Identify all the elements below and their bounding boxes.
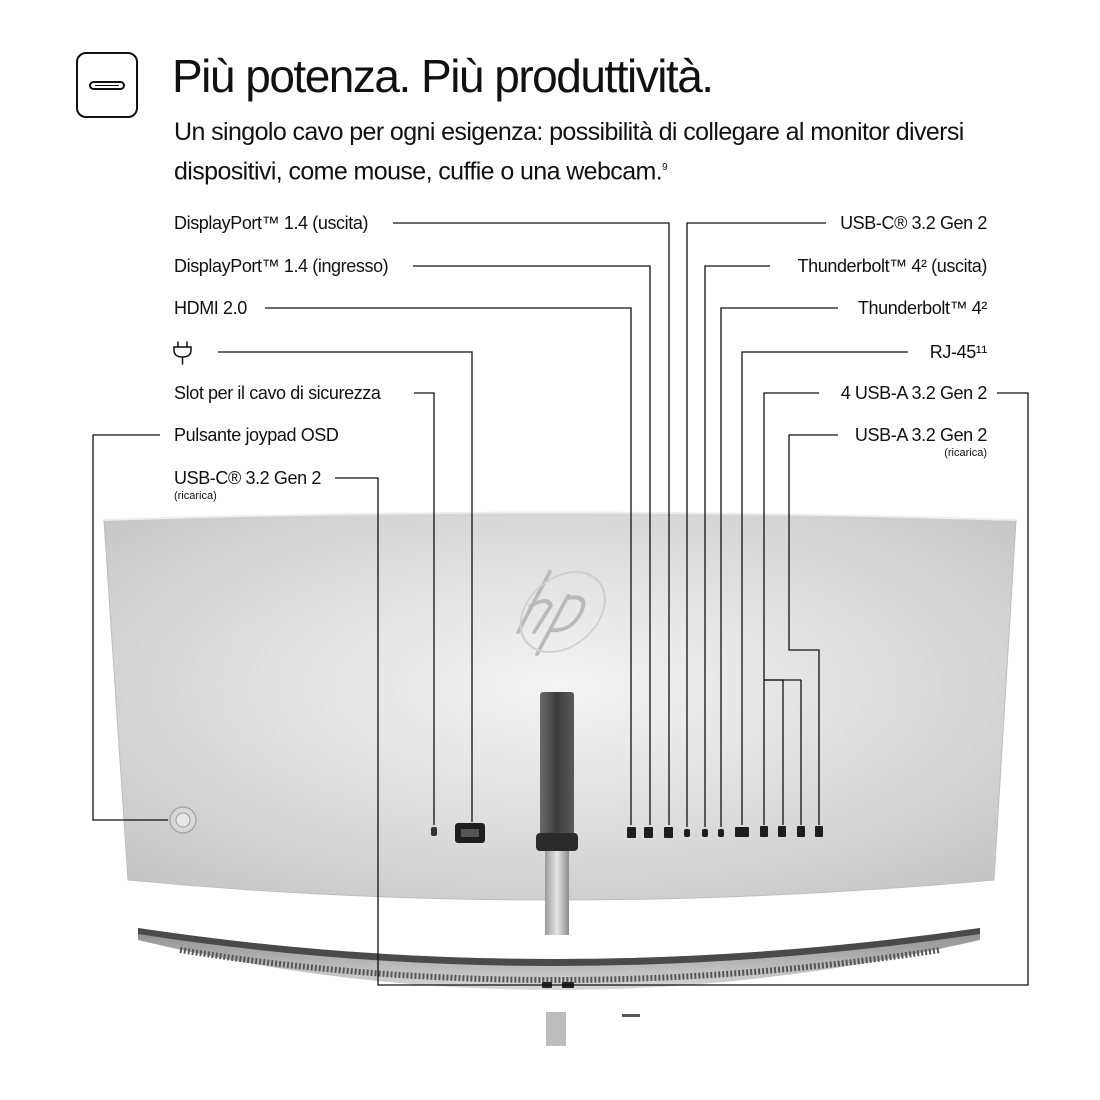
page-subtitle: Un singolo cavo per ogni esigenza: possibilità di collegare al monitor diversi dispositivi, come mouse, cuffie o una webcam.$^9$ xyxy=(174,118,964,186)
label-4-usba: 4 USB-A 3.2 Gen 2 xyxy=(840,383,987,403)
label-displayport-in: DisplayPort™ 1.4 (ingresso) xyxy=(174,256,389,276)
label-rj45: RJ-45¹¹ xyxy=(929,342,987,362)
note-usba-charging: (ricarica) xyxy=(944,447,987,459)
security-slot xyxy=(431,827,437,836)
label-usbc-charging: USB-C® 3.2 Gen 2 xyxy=(174,468,321,488)
power-connector xyxy=(455,823,485,843)
label-displayport-out: DisplayPort™ 1.4 (uscita) xyxy=(174,213,369,233)
cable-clip xyxy=(536,833,578,851)
label-thunderbolt: Thunderbolt™ 4² xyxy=(857,298,987,318)
label-thunderbolt-out: Thunderbolt™ 4² (uscita) xyxy=(797,256,987,276)
stand-column xyxy=(540,692,574,847)
stand-pole xyxy=(545,847,569,935)
label-usba-charging: USB-A 3.2 Gen 2 xyxy=(854,425,987,445)
page-title: Più potenza. Più produttività. xyxy=(172,50,713,102)
note-usbc-charging: (ricarica) xyxy=(174,490,217,502)
label-hdmi: HDMI 2.0 xyxy=(174,298,247,318)
label-usbc-right: USB-C® 3.2 Gen 2 xyxy=(840,213,987,233)
power-plug-icon xyxy=(174,342,191,364)
label-security-slot: Slot per il cavo di sicurezza xyxy=(174,383,381,403)
label-osd-joypad: Pulsante joypad OSD xyxy=(174,425,339,445)
usb-c-cable-icon xyxy=(76,52,138,118)
osd-joypad xyxy=(170,807,196,833)
